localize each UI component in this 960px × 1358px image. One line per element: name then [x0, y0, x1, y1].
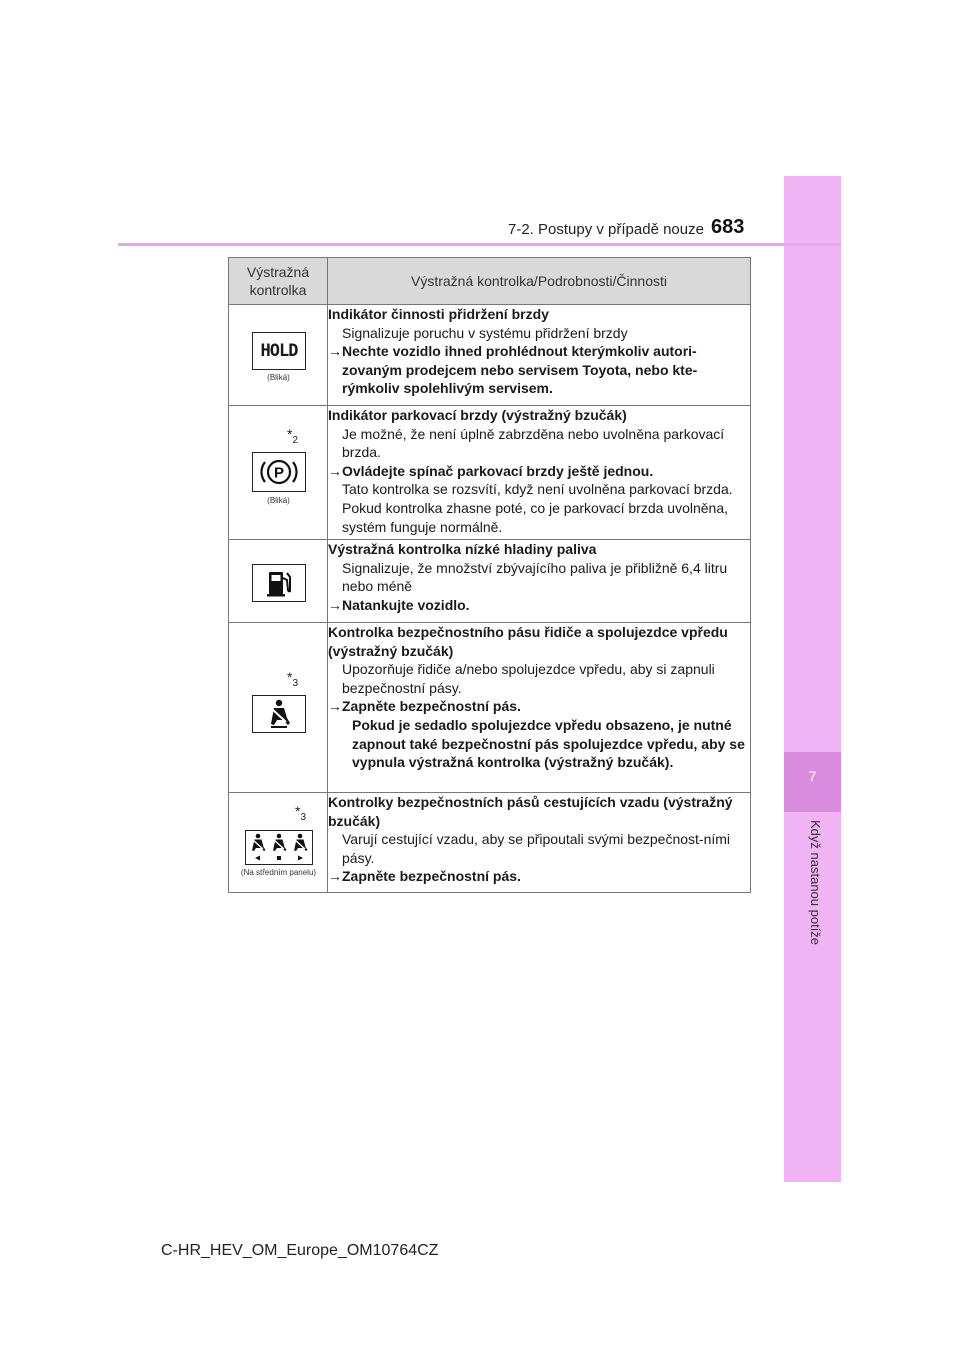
header-light: Výstražná kontrolka [229, 258, 328, 305]
text-cell [328, 540, 751, 623]
page-number: 683 [711, 216, 745, 238]
svg-text:P: P [273, 464, 285, 482]
seatbelt-icon [252, 695, 306, 733]
footnote-marker: $*_3$ [295, 803, 307, 823]
text-cell [328, 305, 751, 406]
document-code: C-HR_HEV_OM_Europe_OM10764CZ [161, 1242, 439, 1259]
text-cell [328, 793, 751, 893]
item-action: →Zapněte bezpečnostní pás. [328, 868, 521, 885]
item-action: →Ovládejte spínač parkovací brzdy ještě jednou. [328, 462, 654, 479]
section-title: 7-2. Postupy v případě nouze [508, 221, 704, 238]
icon-cell [229, 540, 328, 623]
item-action: →Natankujte vozidlo. [328, 596, 470, 613]
arrow-icon: → [328, 343, 342, 360]
arrow-icon: → [328, 596, 342, 613]
item-title: Indikátor činnosti přidržení brzdy [328, 306, 549, 322]
header-details: Výstražná kontrolka/Podrobnosti/Činnosti [328, 258, 751, 305]
icon-caption: (Na středním panelu) [240, 868, 317, 877]
text-cell [328, 623, 751, 793]
hold-icon: HOLD [252, 332, 306, 370]
chapter-side-tab [784, 176, 841, 1182]
header-rule [118, 243, 841, 246]
rear-seatbelt-icon [245, 830, 313, 865]
item-action: →Zapněte bezpečnostní pás. [328, 698, 521, 715]
item-title: Kontrolka bezpečnostního pásu řidiče a spolujezdce vpředu (výstražný bzučák) [328, 624, 728, 659]
footnote-marker: $*_3$ [287, 669, 299, 689]
parking-brake-icon [252, 452, 306, 492]
table-row [229, 793, 751, 893]
fuel-icon [252, 564, 306, 602]
item-subnote: Pokud je sedadlo spolujezdce vpředu obsazeno, je nutné zapnout také bezpečnostní pás spolujezdce vpředu, aby se vypnula výstražná kontrolka (výstražný bzučák). [352, 716, 745, 771]
item-description: Varují cestující vzadu, aby se připoutali svými bezpečnost-ními pásy. [342, 831, 731, 866]
chapter-title: Když nastanou potíže [808, 820, 823, 946]
item-description: Signalizuje, že množství zbývajícího paliva je přibližně 6,4 litru nebo méně [342, 559, 728, 595]
table-row [229, 623, 751, 793]
item-title: Indikátor parkovací brzdy (výstražný bzučák) [328, 407, 627, 423]
icon-cell [229, 406, 328, 540]
item-title: Kontrolky bezpečnostních pásů cestujících vzadu (výstražný bzučák) [328, 794, 733, 829]
icon-cell [229, 793, 328, 893]
arrow-icon: → [328, 868, 342, 885]
icon-caption: (Bliká) [267, 496, 290, 505]
item-description-extra: Tato kontrolka se rozsvítí, když není uvolněna parkovací brzda. Pokud kontrolka zhasne poté, co je parkovací brzda uvolněna, systém funguje normálně. [342, 481, 733, 535]
footnote-marker: $*_2$ [287, 426, 299, 446]
item-description: Upozorňuje řidiče a/nebo spolujezdce vpředu, aby si zapnuli bezpečnostní pásy. [342, 661, 715, 696]
arrow-icon: → [328, 698, 342, 715]
arrow-icon: → [328, 462, 342, 479]
item-description: Signalizuje poruchu v systému přidržení brzdy [342, 324, 628, 341]
item-title: Výstražná kontrolka nízké hladiny paliva [328, 541, 597, 557]
table-row [229, 406, 751, 540]
item-description: Je možné, že není úplně zabrzděna nebo uvolněna parkovací brzda. [342, 425, 725, 461]
icon-caption: (Bliká) [267, 373, 290, 382]
table-row [229, 305, 751, 406]
table-row [229, 540, 751, 623]
icon-cell [229, 623, 328, 793]
warning-lights-table [228, 257, 751, 893]
table-header-row [229, 258, 751, 305]
icon-cell [229, 305, 328, 406]
chapter-number: 7 [808, 768, 817, 784]
item-action: →Nechte vozidlo ihned prohlédnout kterýmkoliv autori-zovaným prodejcem nebo servisem Toyota, nebo kte-rýmkoliv spolehlivým servisem. [328, 343, 698, 397]
text-cell [328, 406, 751, 540]
